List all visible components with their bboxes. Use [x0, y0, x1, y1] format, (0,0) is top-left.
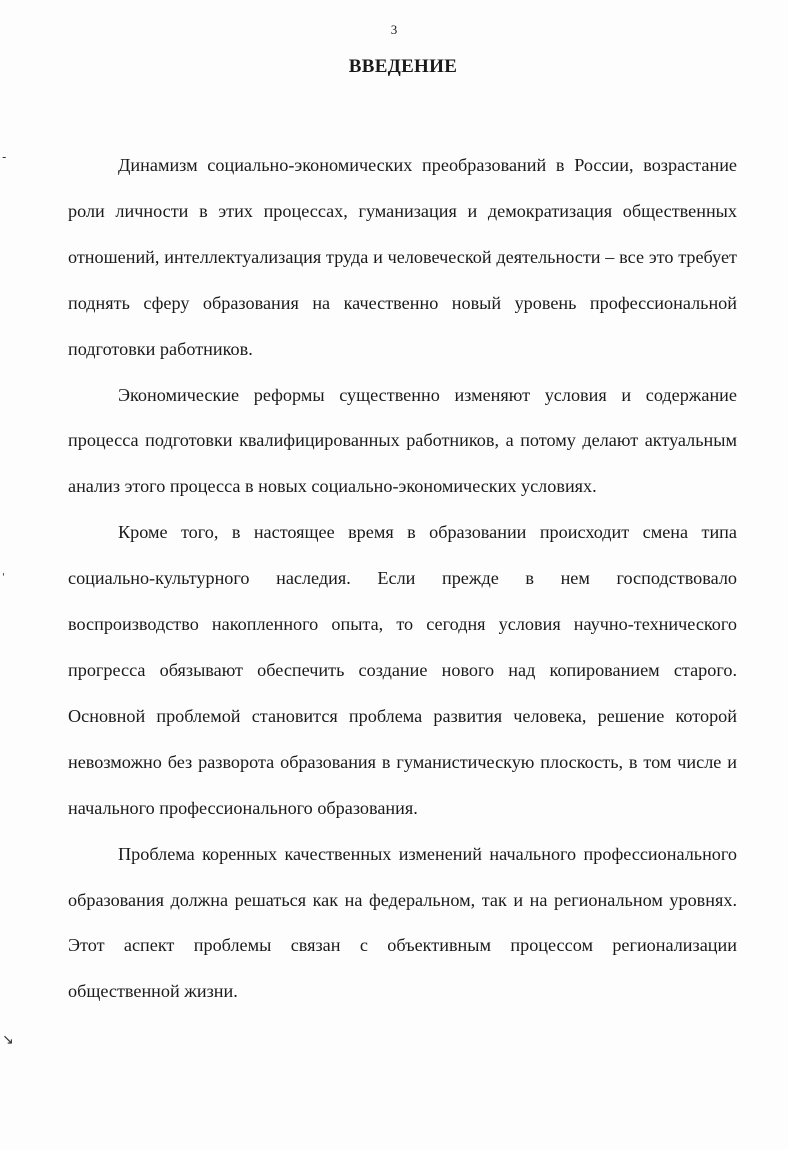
- page-title: ВВЕДЕНИЕ: [348, 56, 458, 77]
- scan-mark-bottom: ↘: [2, 1032, 14, 1048]
- page-number: 3: [390, 22, 398, 37]
- body-text: [68, 143, 737, 1015]
- paragraph-1: Динамизм социально-экономических преобразований в России, возрастание роли личности в этих процессах, гуманизация и демократизация общественных отношений, интеллектуализация труда и человеческой деятельности – все это требует поднять сферу образования на качественно новый уровень профессиональной подготовки работников.: [68, 155, 737, 359]
- scan-mark-top: -: [2, 150, 7, 164]
- paragraph-3: Кроме того, в настоящее время в образовании происходит смена типа социально-культурного наследия. Если прежде в нем господствовало воспроизводство накопленного опыта, то сегодня условия научно-технического прогресса обязывают обеспечить создание нового над копированием старого. Основной проблемой становится проблема развития человека, решение которой невозможно без разворота образования в гуманистическую плоскость, в том числе и начального профессионального образования.: [68, 522, 737, 818]
- paragraph-2: Экономические реформы существенно изменяют условия и содержание процесса подготовки квалифицированных работников, а потому делают актуальным анализ этого процесса в новых социально-экономических условиях.: [68, 384, 737, 497]
- scan-mark-middle: ': [2, 572, 5, 583]
- paragraph-4: Проблема коренных качественных изменений начального профессионального образования должна решаться как на федеральном, так и на региональном уровнях. Этот аспект проблемы связан с объективным процессом регионализации общественной жизни.: [68, 843, 737, 1002]
